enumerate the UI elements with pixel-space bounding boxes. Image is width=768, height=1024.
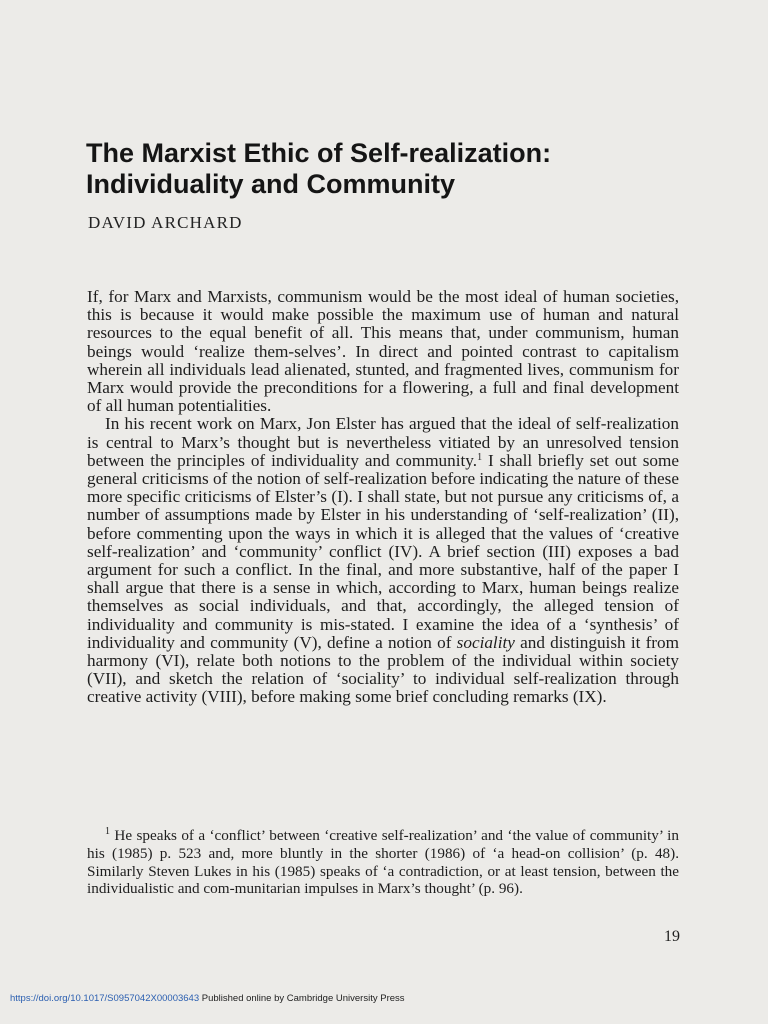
author-name: DAVID ARCHARD [88, 213, 243, 232]
publication-footer [10, 993, 405, 1004]
paragraph-2-text-c: and distinguish it from harmony (VI), relate both notions to the problem of the individual within society (VII), and sketch the relation of ‘sociality’ to individual self-realization through creative activity (VIII), before making some brief concluding remarks (IX). [87, 632, 679, 707]
paragraph-2-text-b: I shall briefly set out some general criticisms of the notion of self-realization before indicating the nature of these more specific criticisms of Elster’s (I). I shall state, but not pursue any criticisms of, a number of assumptions made by Elster in his understanding of ‘self-realization’ (II), before commenting upon the ways in which it is alleged that the values of ‘creative self-realization’ and ‘community’ conflict (IV). A brief section (III) exposes a bad argument for such a conflict. In the final, and more substantive, half of the paper I shall argue that there is a sense in which, according to Marx, human beings realize themselves as social individuals, and that, accordingly, the alleged tension of individuality and community is mis-stated. I examine the idea of a ‘synthesis’ of individuality and community (V), define a notion of [87, 450, 679, 652]
published-online-text: Published online by Cambridge University Press [199, 993, 405, 1004]
footnote-reference: 1 [477, 451, 483, 463]
article-title [86, 138, 726, 200]
page-number: 19 [664, 928, 680, 945]
article-title-line-1: The Marxist Ethic of Self-realization: [86, 138, 552, 168]
doi-link[interactable]: https://doi.org/10.1017/S0957042X00003643 [10, 993, 200, 1004]
paragraph-2-text-a: In his recent work on Marx, Jon Elster has argued that the ideal of self-realization is central to Marx’s thought but is nevertheless vitiated by an unresolved tension between the principles of individuality and community. [87, 414, 679, 470]
footnote-marker: 1 [105, 826, 110, 837]
body-paragraph-1: If, for Marx and Marxists, communism would be the most ideal of human societies, this is because it would make possible the maximum use of human and natural resources to the equal benefit of all. This means that, under communism, human beings would ‘realize them-selves’. In direct and pointed contrast to capitalism wherein all individuals lead alienated, stunted, and fragmented lives, communism for Marx would provide the preconditions for a flowering, a full and final development of all human potentialities. [87, 287, 679, 416]
body-paragraph-2 [87, 415, 679, 706]
footnote-1 [87, 827, 679, 898]
article-title-line-2: Individuality and Community [86, 169, 456, 199]
footnote-text: He speaks of a ‘conflict’ between ‘creative self-realization’ and ‘the value of community’ in his (1985) p. 523 and, more bluntly in the shorter (1986) of ‘a head-on collision’ (p. 48). Similarly Steven Lukes in his (1985) speaks of ‘a contradiction, or at least tension, between the individualistic and com-munitarian impulses in Marx’s thought’ (p. 96). [87, 827, 679, 898]
footnote [87, 827, 679, 898]
article-body [87, 288, 679, 707]
italic-term-sociality: sociality [456, 632, 515, 652]
